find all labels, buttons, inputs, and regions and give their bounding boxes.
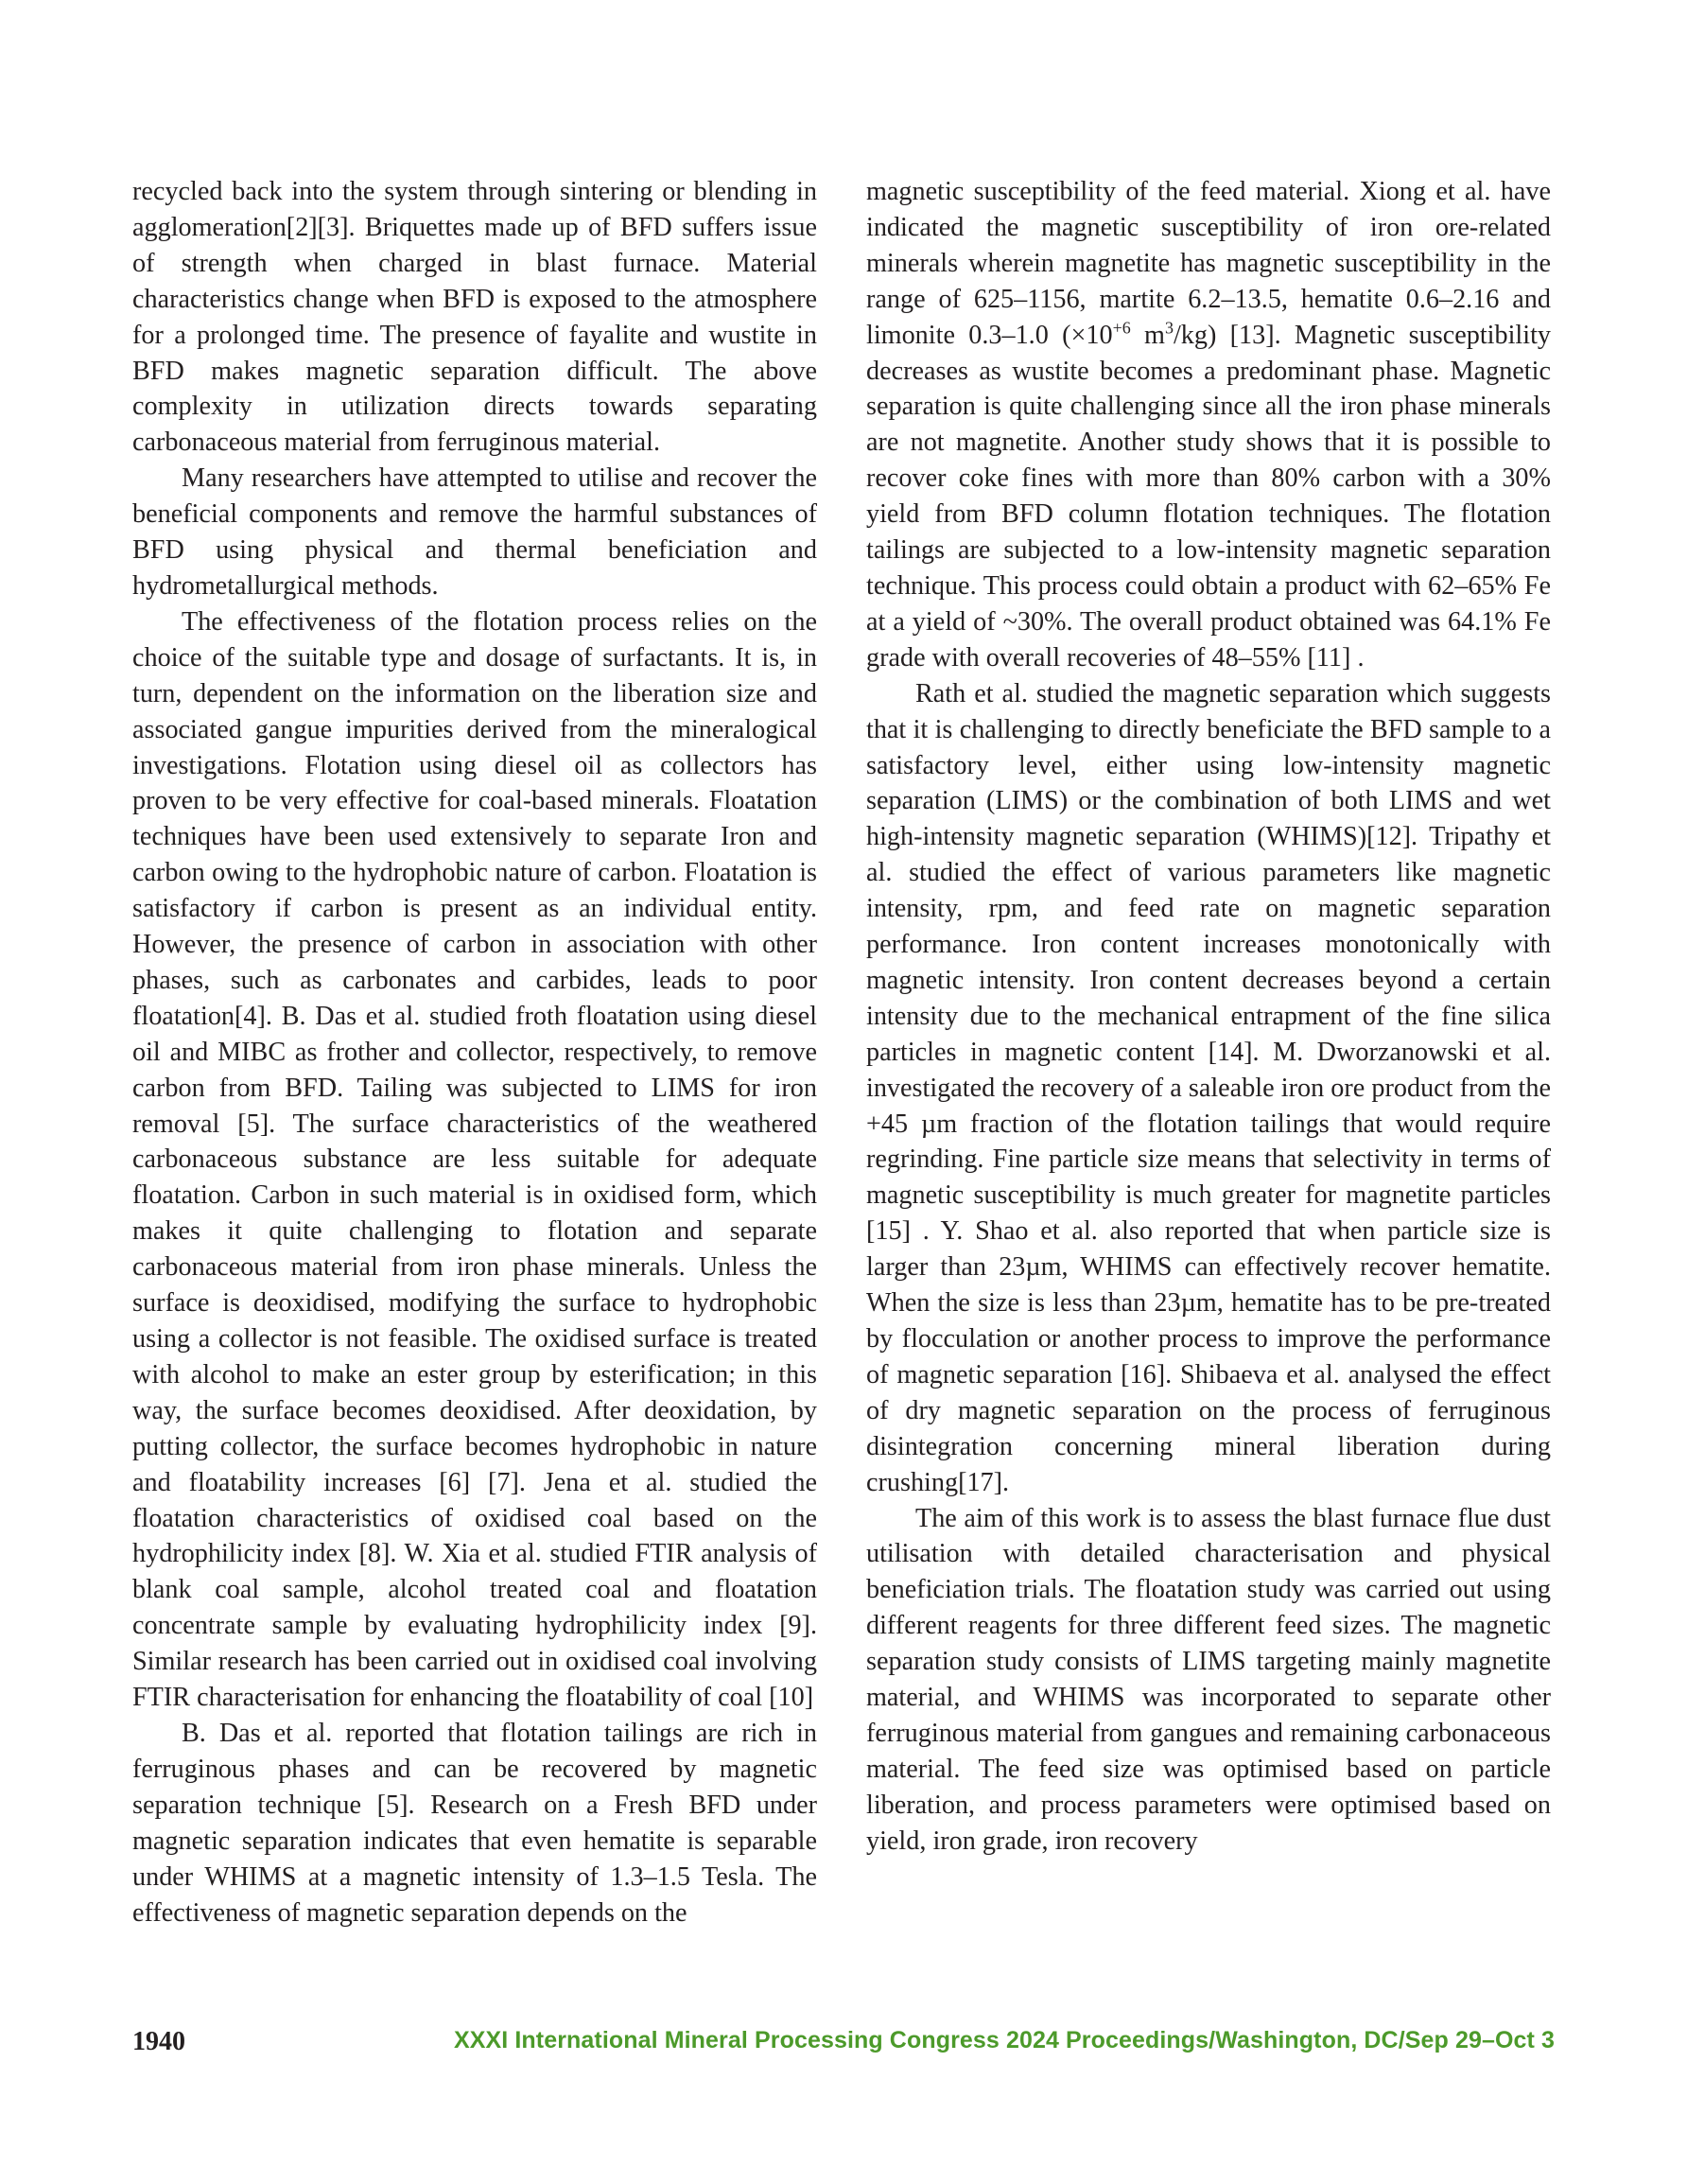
paragraph: The effectiveness of the flotation process relies on the choice of the suitable type and dosage of surfactants. It is, in turn, dependent on the information on the liberation size and associated gangue impurities derived from the mineralogical investigations. Flotation using diesel oil as collectors has proven to be very effective for coal-based minerals. Floatation techniques have been used extensively to separate Iron and carbon owing to the hydrophobic nature of carbon. Floatation is satisfactory if carbon is present as an individual entity. However, the presence of carbon in association with other phases, such as carbonates and carbides, leads to poor floatation[4]. B. Das et al. studied froth floatation using diesel oil and MIBC as frother and collector, respectively, to remove carbon from BFD. Tailing was subjected to LIMS for iron removal [5]. The surface characteristics of the weathered carbonaceous substance are less suitable for adequate floatation. Carbon in such material is in oxidised form, which makes it quite challenging to flotation and separate carbonaceous material from iron phase minerals. Unless the surface is deoxidised, modifying the surface to hydrophobic using a collector is not feasible. The oxidised surface is treated with alcohol to make an ester group by esterification; in this way, the surface becomes deoxidised. After deoxidation, by putting collector, the surface becomes hydrophobic in nature and floatability increases [6] [7]. Jena et al. studied the floatation characteristics of oxidised coal based on the hydrophilicity index [8]. W. Xia et al. studied FTIR analysis of blank coal sample, alcohol treated coal and floatation concentrate sample by evaluating hydrophilicity index [9]. Similar research has been carried out in oxidised coal involving FTIR characterisation for enhancing the floatability of coal [10] [132,606,817,1713]
paragraph: Rath et al. studied the magnetic separation which suggests that it is challenging to directly beneficiate the BFD sample to a satisfactory level, either using low-intensity magnetic separation (LIMS) or the combination of both LIMS and wet high-intensity magnetic separation (WHIMS)[12]. Tripathy et al. studied the effect of various parameters like magnetic intensity, rpm, and feed rate on magnetic separation performance. Iron content increases monotonically with magnetic intensity. Iron content decreases beyond a certain intensity due to the mechanical entrapment of the fine silica particles in magnetic content [14]. M. Dworzanowski et al. investigated the recovery of a saleable iron ore product from the +45 µm fraction of the flotation tailings that would require regrinding. Fine particle size means that selectivity in terms of magnetic susceptibility is much greater for magnetite particles [15] . Y. Shao et al. also reported that when particle size is larger than 23µm, WHIMS can effectively recover hematite. When the size is less than 23µm, hematite has to be pre-treated by flocculation or another process to improve the performance of magnetic separation [16]. Shibaeva et al. analysed the effect of dry magnetic separation on the process of ferruginous disintegration concerning mineral liberation during crushing[17]. [866,678,1551,1497]
paragraph: recycled back into the system through sintering or blending in agglomeration[2][3]. Briquettes made up of BFD suffers issue of strength when charged in blast furnace. Material characteristics change when BFD is exposed to the atmosphere for a prolonged time. The presence of fayalite and wustite in BFD makes magnetic separation difficult. The above complexity in utilization directs towards separating carbonaceous material from ferruginous material. [132,177,817,458]
right-column [866,174,1551,1860]
superscript: 3 [1164,318,1174,338]
text-run: magnetic susceptibility of the feed material. Xiong et al. have indicated the magnetic susceptibility of iron ore-related minerals wherein magnetite has magnetic susceptibility in the range of 625–1156, martite 6.2–13.5, hematite 0.6–2.16 and limonite 0.3–1.0 (×10 [866,177,1551,350]
left-column [132,174,817,1931]
text-run: m [1130,320,1165,350]
superscript: +6 [1112,318,1131,338]
paragraph: Many researchers have attempted to utilise and recover the beneficial components and remove the harmful substances of BFD using physical and thermal beneficiation and hydrometallurgical methods. [132,463,817,601]
text-run: /kg) [13]. Magnetic susceptibility decreases as wustite becomes a predominant phase. Magnetic separation is quite challenging since all the iron phase minerals are not magnetite. Another study shows that it is possible to recover coke fines with more than 80% carbon with a 30% yield from BFD column flotation techniques. The flotation tailings are subjected to a low-intensity magnetic separation technique. This process could obtain a product with 62–65% Fe at a yield of ~30%. The overall product obtained was 64.1% Fe grade with overall recoveries of 48–55% [11] . [866,320,1551,673]
running-footer-title: XXXI International Mineral Processing Congress 2024 Proceedings/Washington, DC/Sep 29–Oct 3 [453,2027,1555,2053]
paragraph: B. Das et al. reported that flotation tailings are rich in ferruginous phases and can be recovered by magnetic separation technique [5]. Research on a Fresh BFD under magnetic separation indicates that even hematite is separable under WHIMS at a magnetic intensity of 1.3–1.5 Tesla. The effectiveness of magnetic separation depends on the [132,1718,817,1928]
paragraph: The aim of this work is to assess the blast furnace flue dust utilisation with detailed characterisation and physical beneficiation trials. The floatation study was carried out using different reagents for three different feed sizes. The magnetic separation study consists of LIMS targeting mainly magnetite material, and WHIMS was incorporated to separate other ferruginous material from gangues and remaining carbonaceous material. The feed size was optimised based on particle liberation, and process parameters were optimised based on yield, iron grade, iron recovery [866,1503,1551,1856]
page-number: 1940 [132,2027,185,2056]
paragraph [866,174,1551,676]
